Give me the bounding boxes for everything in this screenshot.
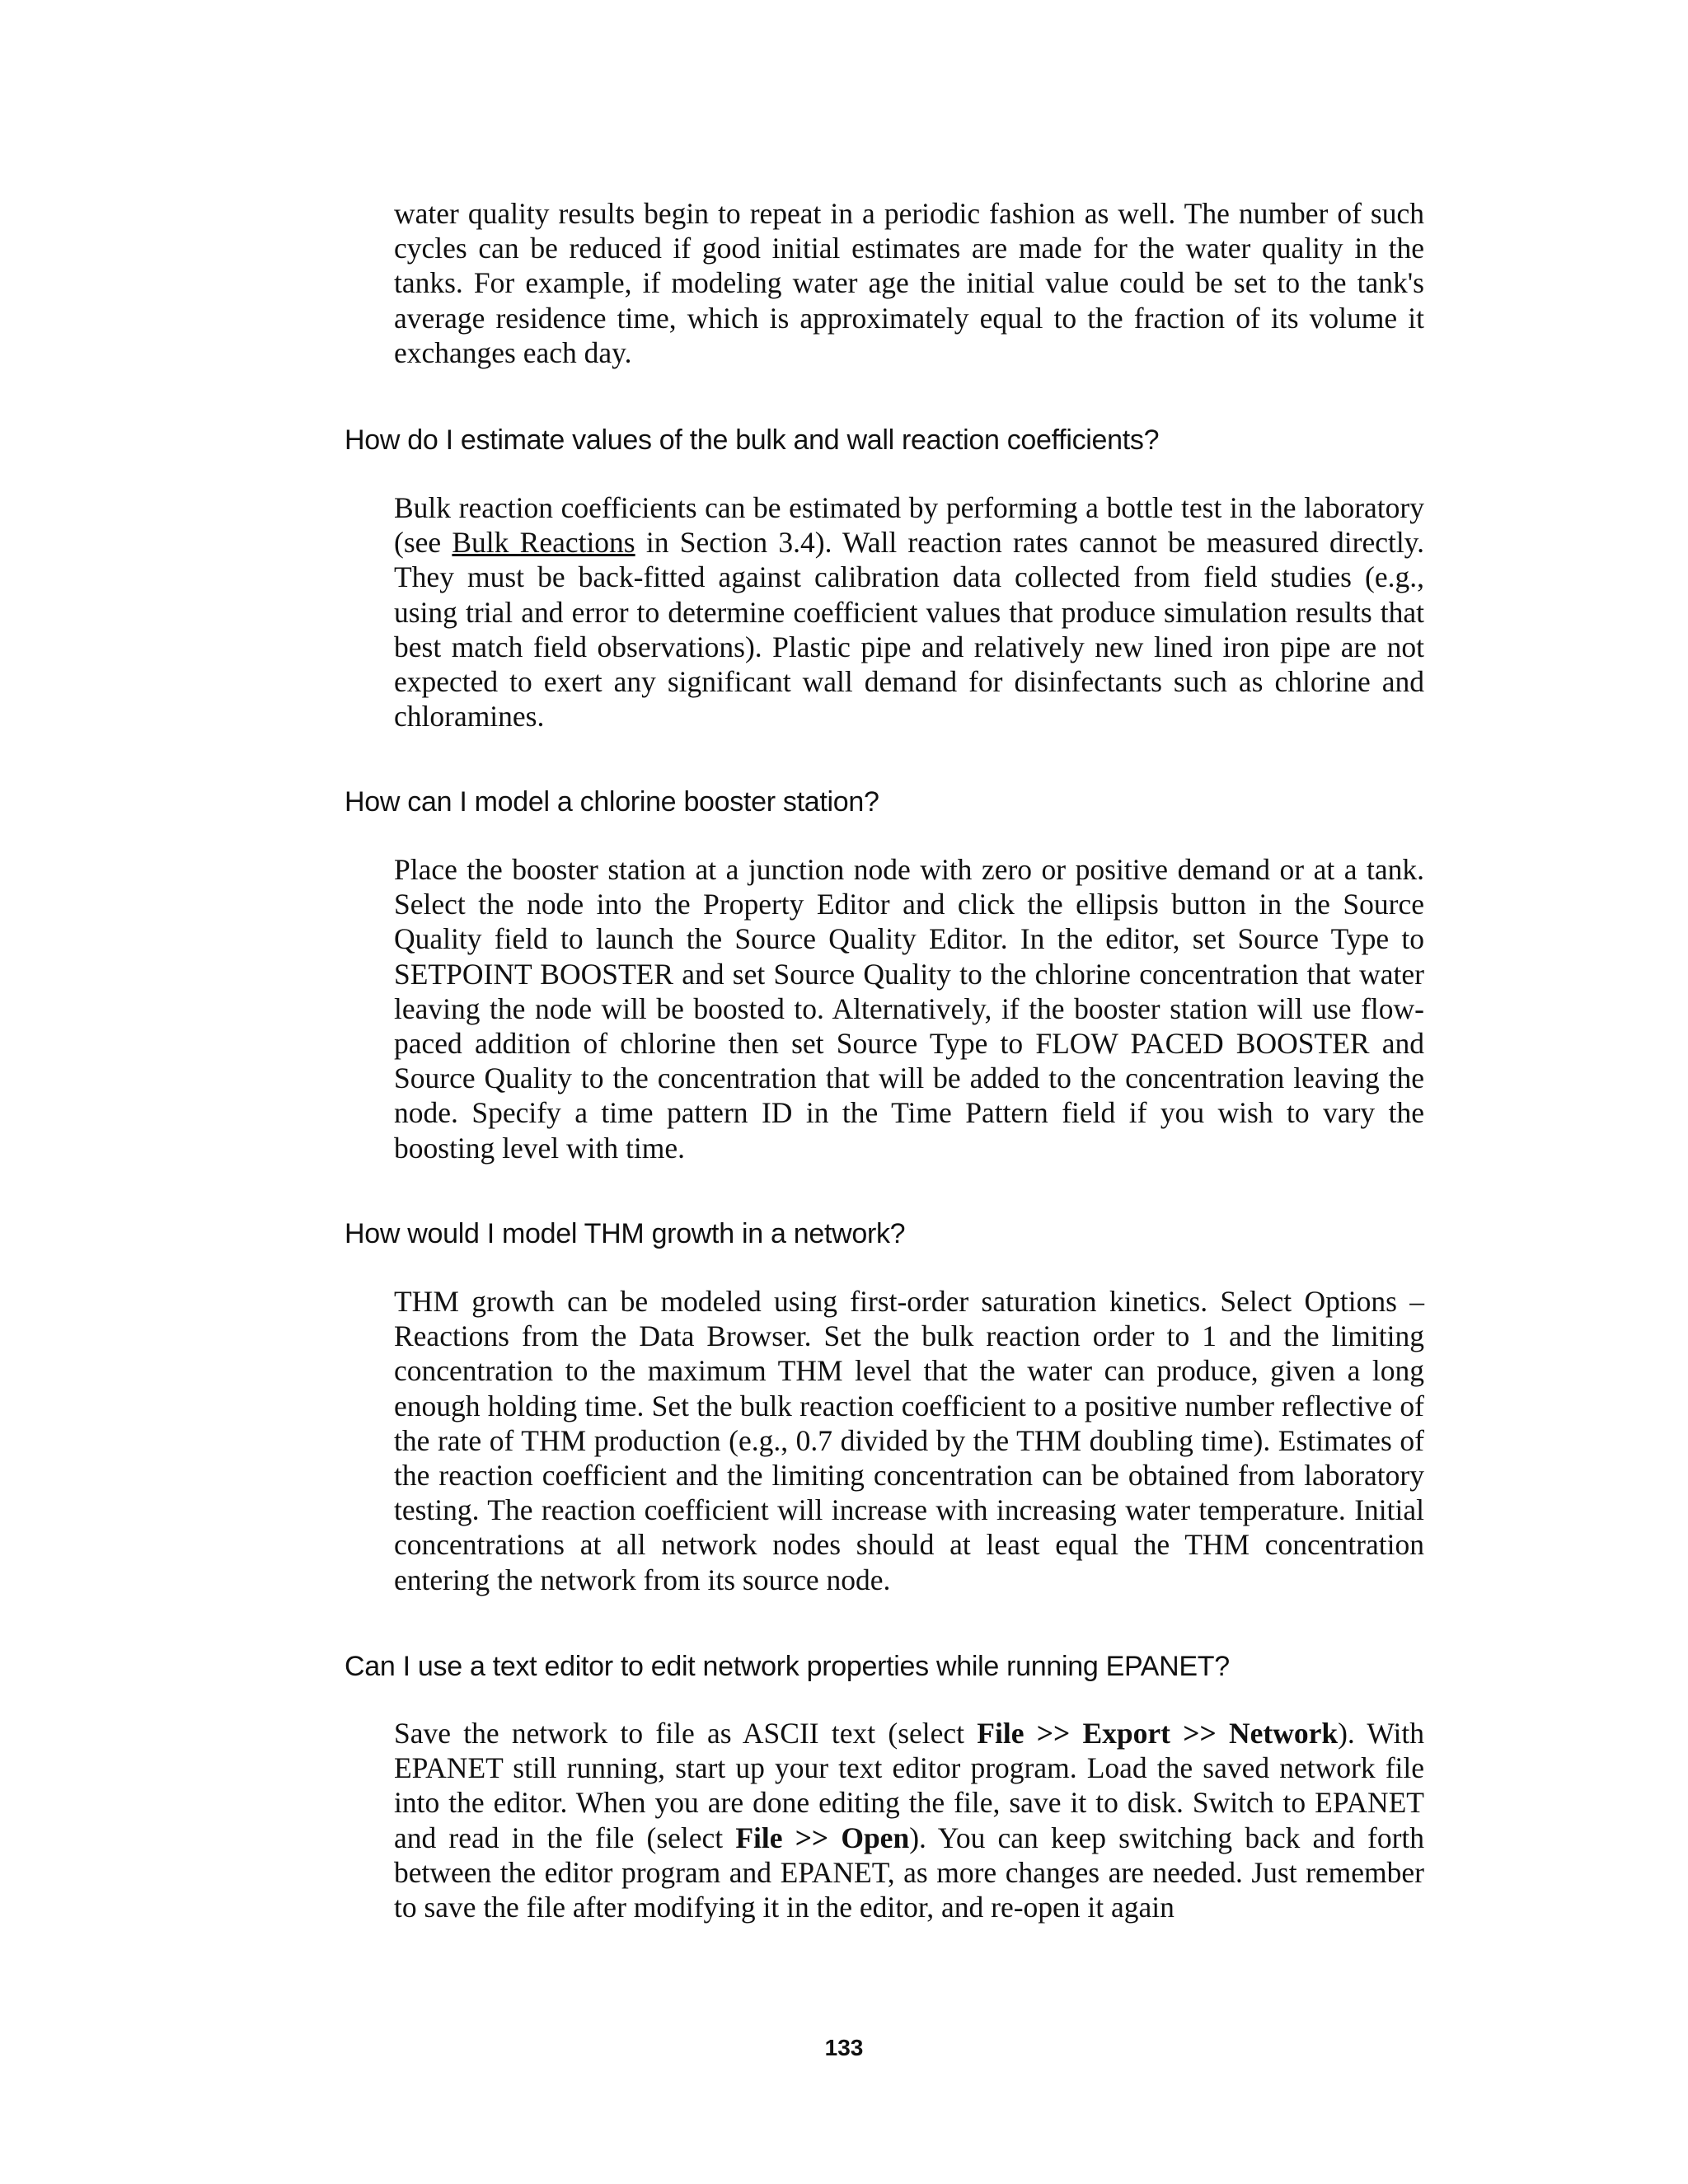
intro-paragraph bbox=[394, 196, 1424, 370]
text-segment: in Section 3.4). Wall reaction rates cannot be measured directly. They must be back-fitted against calibration data collected from field studies (e.g., using trial and error to determine coefficient values that produce simulation results that best match field observations). Plastic pipe and relatively new lined iron pipe are not expected to exert any significant wall demand for disinfectants such as chlorine and chloramines. bbox=[394, 526, 1425, 733]
intro-text: water quality results begin to repeat in a periodic fashion as well. The number of such cycles can be reduced if good initial estimates are made for the water quality in the tanks. For example, if modeling water age the initial value could be set to the tank's average residence time, which is approximately equal to the fraction of its volume it exchanges each day. bbox=[394, 197, 1424, 369]
heading-reaction-coefficients: How do I estimate values of the bulk and wall reaction coefficients? bbox=[345, 424, 1160, 456]
menu-path-export-network: File >> Export >> Network bbox=[977, 1717, 1339, 1750]
heading-booster-station: How can I model a chlorine booster station? bbox=[345, 786, 879, 818]
menu-path-open: File >> Open bbox=[735, 1821, 910, 1854]
text-segment: ). You can keep switching back and forth between the editor program and EPANET, as more changes are needed. Just remember to save the file after modifying it in the editor, and re-open it again bbox=[394, 1821, 1424, 1924]
heading-text-editor: Can I use a text editor to edit network properties while running EPANET? bbox=[345, 1651, 1230, 1682]
paragraph-text-editor bbox=[394, 1716, 1424, 1924]
text-segment: THM growth can be modeled using first-order saturation kinetics. Select Options – Reactions from the Data Browser. Set the bulk reaction order to 1 and the limiting concentration to the maximum THM level that the water can produce, given a long enough holding time. Set the bulk reaction coefficient to a positive number reflective of the rate of THM production (e.g., 0.7 divided by the THM doubling time). Estimates of the reaction coefficient and the limiting concentration can be obtained from laboratory testing. The reaction coefficient will increase with increasing water temperature. Initial concentrations at all network nodes should at least equal the THM concentration entering the network from its source node. bbox=[394, 1285, 1424, 1596]
text-segment: ). With EPANET still running, start up your text editor program. Load the saved network file into the editor. When you are done editing the file, save it to disk. Switch to EPANET and read in the file (select bbox=[394, 1717, 1424, 1854]
bulk-reactions-link[interactable]: Bulk Reactions bbox=[452, 526, 635, 560]
text-segment: Bulk reaction coefficients can be estimated by performing a bottle test in the laboratory (see bbox=[394, 491, 1424, 560]
paragraph-booster-station bbox=[394, 852, 1424, 1165]
text-segment: Save the network to file as ASCII text (select bbox=[394, 1717, 978, 1750]
heading-thm-growth: How would I model THM growth in a network? bbox=[345, 1218, 906, 1249]
paragraph-reaction-coefficients bbox=[394, 490, 1424, 733]
text-segment: Place the booster station at a junction node with zero or positive demand or at a tank. Select the node into the Property Editor and click the ellipsis button in the Source Quality field to launch the Source Quality Editor. In the editor, set Source Type to SETPOINT BOOSTER and set Source Quality to the chlorine concentration that water leaving the node will be boosted to. Alternatively, if the booster station will use flow-paced addition of chlorine then set Source Type to FLOW PACED BOOSTER and Source Quality to the concentration that will be added to the concentration leaving the node. Specify a time pattern ID in the Time Pattern field if you wish to vary the boosting level with time. bbox=[394, 853, 1424, 1165]
paragraph-thm-growth bbox=[394, 1284, 1424, 1597]
page-number: 133 bbox=[824, 2035, 864, 2060]
